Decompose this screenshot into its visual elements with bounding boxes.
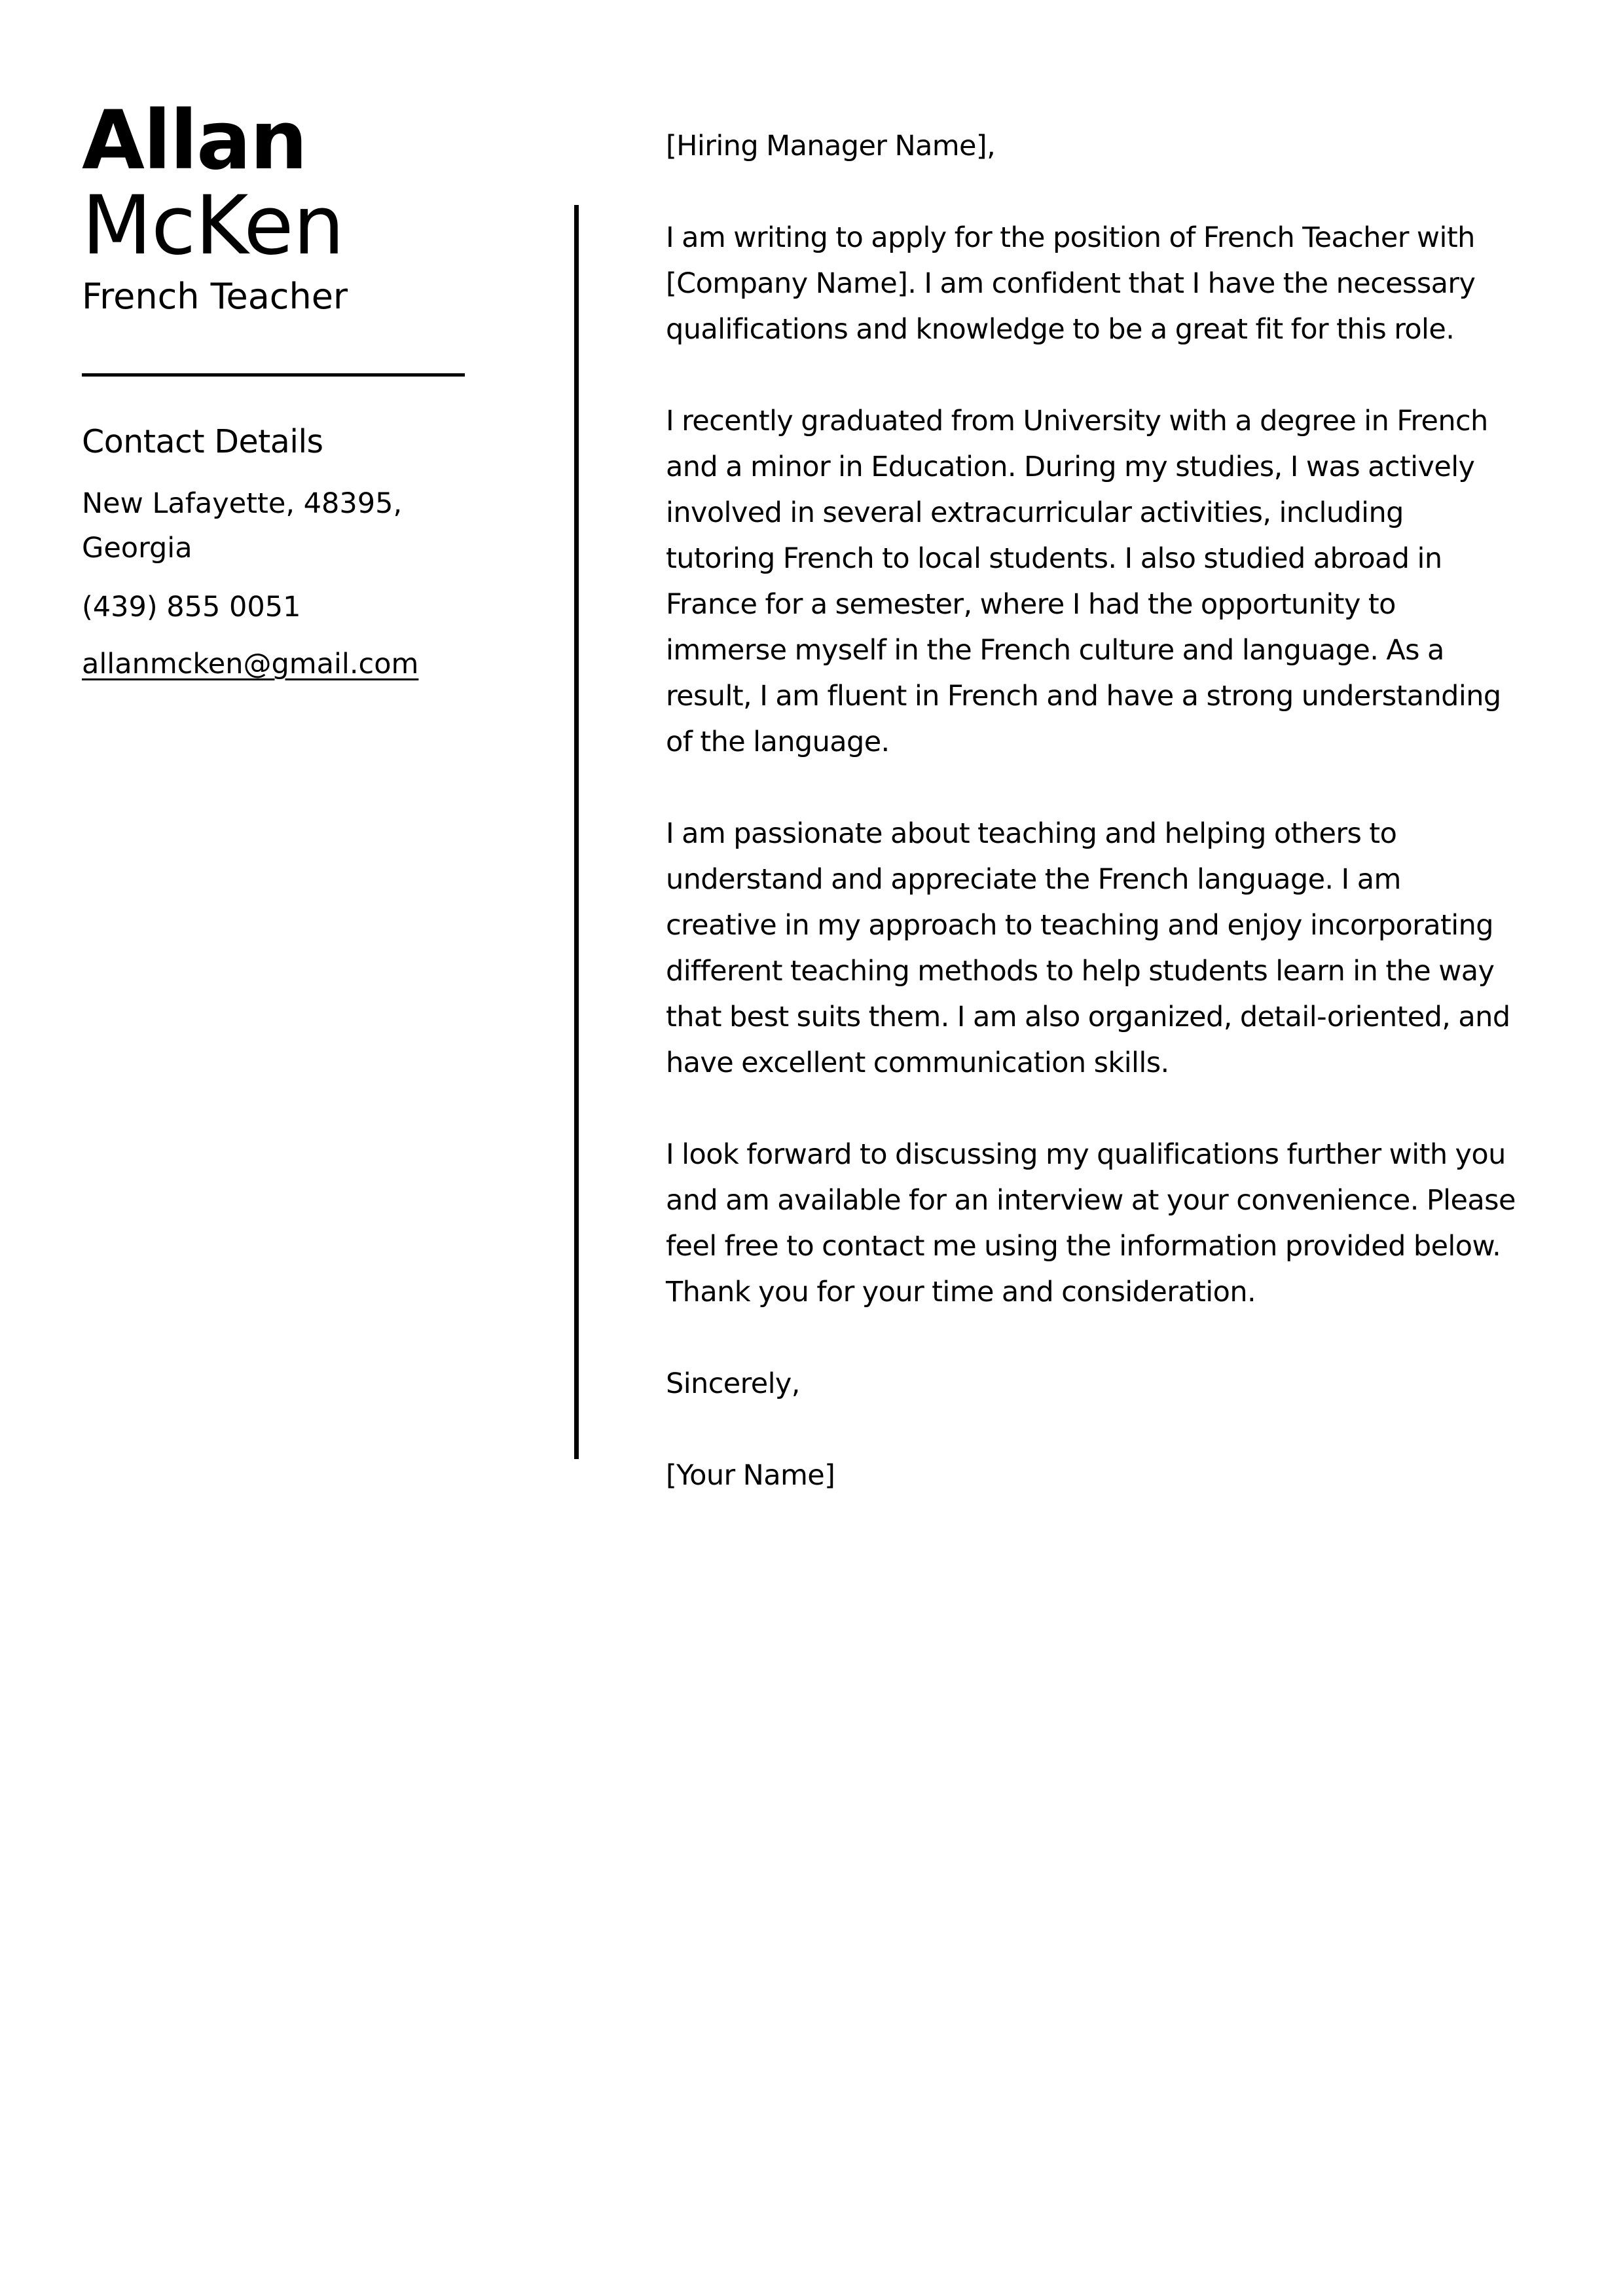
job-title: French Teacher	[82, 276, 348, 317]
letter-salutation: [Hiring Manager Name],	[666, 130, 996, 162]
letter-paragraph: I am writing to apply for the position of French Teacher with [Company Name]. I am confident that I have the necessary qualifications and knowledge to be a great fit for this role.	[666, 221, 1476, 346]
vertical-divider	[574, 205, 579, 1459]
last-name: McKen	[82, 179, 344, 273]
contact-address: New Lafayette, 48395, Georgia	[82, 487, 403, 565]
letter-closing: Sincerely,	[666, 1367, 800, 1400]
letter-signature: [Your Name]	[666, 1459, 835, 1492]
sidebar	[82, 94, 475, 680]
first-name: Allan	[82, 94, 306, 188]
letter-paragraph: I recently graduated from University with a degree in French and a minor in Education. During my studies, I was actively involved in several extracurricular activities, including tutoring French to local students. I also studied abroad in France for a semester, where I had the opportunity to immerse myself in the French culture and language. As a result, I am fluent in French and have a strong understanding of the language.	[666, 405, 1501, 758]
sidebar-divider	[82, 373, 465, 377]
letter-paragraph: I look forward to discussing my qualifications further with you and am available for an interview at your convenience. Please feel free to contact me using the information provided below. Thank you for your time and consideration.	[666, 1138, 1516, 1308]
contact-phone: (439) 855 0051	[82, 591, 301, 623]
letter-paragraph: I am passionate about teaching and helping others to understand and appreciate the French language. I am creative in my approach to teaching and enjoy incorporating different teaching methods to help students learn in the way that best suits them. I am also organized, detail-oriented, and have excellent communication skills.	[666, 817, 1510, 1079]
letter-body	[666, 123, 1517, 1498]
contact-email-link[interactable]: allanmcken@gmail.com	[82, 648, 419, 680]
contact-details-heading: Contact Details	[82, 423, 323, 460]
